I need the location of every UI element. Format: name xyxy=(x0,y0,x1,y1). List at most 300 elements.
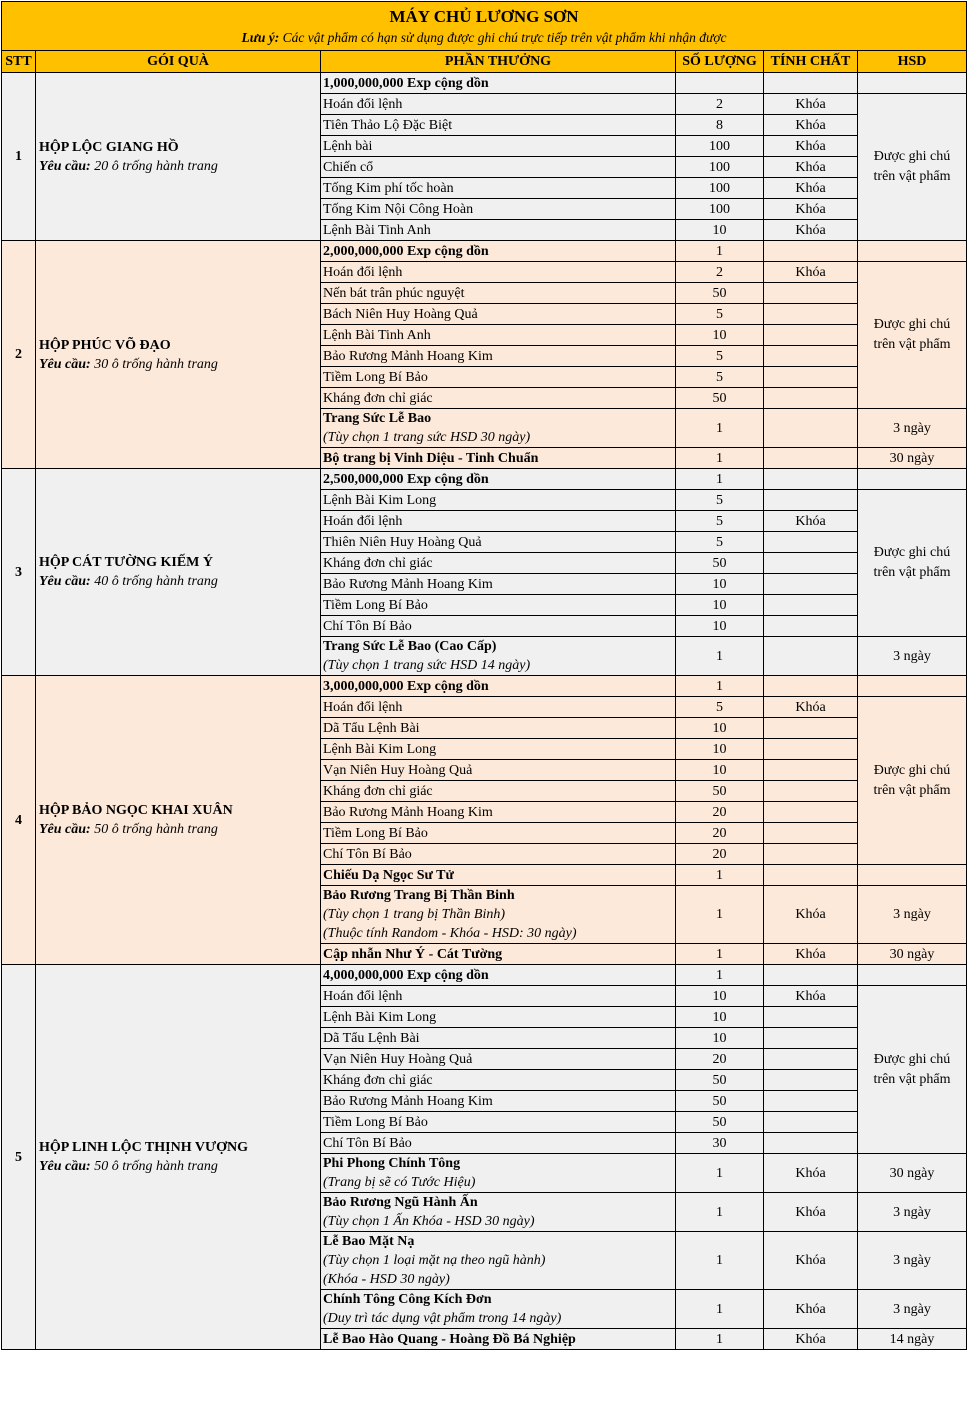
header-stt: STT xyxy=(2,51,36,73)
requirement-label: Yêu cầu: xyxy=(39,822,91,837)
reward-quantity: 100 xyxy=(676,178,764,199)
reward-property: Khóa xyxy=(764,1290,858,1329)
reward-property: Khóa xyxy=(764,1329,858,1350)
reward-expiry: 14 ngày xyxy=(858,1329,967,1350)
reward-property: Khóa xyxy=(764,199,858,220)
reward-quantity: 10 xyxy=(676,325,764,346)
reward-quantity: 2 xyxy=(676,262,764,283)
package-cell xyxy=(36,469,321,676)
reward-quantity: 5 xyxy=(676,697,764,718)
package-stt: 1 xyxy=(2,73,36,241)
reward-name: Lệnh Bài Tinh Anh xyxy=(323,222,431,238)
title-block xyxy=(2,2,967,51)
reward-property xyxy=(764,781,858,802)
reward-quantity: 1 xyxy=(676,448,764,469)
reward-item xyxy=(321,94,676,115)
reward-name: Nến bát trân phúc nguyệt xyxy=(323,285,465,301)
reward-property xyxy=(764,965,858,986)
reward-property xyxy=(764,865,858,886)
reward-item xyxy=(321,718,676,739)
reward-quantity: 8 xyxy=(676,115,764,136)
reward-expiry: 30 ngày xyxy=(858,944,967,965)
page-title: MÁY CHỦ LƯƠNG SƠN xyxy=(389,7,579,26)
subtitle-text: Các vật phẩm có hạn sử dụng được ghi chú trực tiếp trên vật phẩm khi nhận được xyxy=(282,30,727,45)
reward-note: (Tùy chọn 1 trang bị Thần Binh) xyxy=(323,907,505,922)
reward-name: Dã Tẩu Lệnh Bài xyxy=(323,1030,420,1046)
reward-expiry: 3 ngày xyxy=(858,886,967,944)
reward-quantity: 10 xyxy=(676,760,764,781)
header-row xyxy=(2,51,967,73)
package-stt: 3 xyxy=(2,469,36,676)
reward-quantity: 50 xyxy=(676,1112,764,1133)
reward-name: Chiếu Dạ Ngọc Sư Tử xyxy=(323,867,454,883)
reward-note: (Thuộc tính Random - Khóa - HSD: 30 ngày) xyxy=(323,926,577,941)
reward-quantity: 100 xyxy=(676,199,764,220)
expiry-note-line: trên vật phẩm xyxy=(873,337,951,352)
reward-name: Bảo Rương Mảnh Hoang Kim xyxy=(323,804,493,820)
reward-item xyxy=(321,532,676,553)
reward-name: Lệnh Bài Kim Long xyxy=(323,741,437,757)
reward-quantity: 100 xyxy=(676,157,764,178)
reward-item xyxy=(321,346,676,367)
reward-item xyxy=(321,1329,676,1350)
reward-name: Trang Sức Lễ Bao (Cao Cấp) xyxy=(323,639,497,654)
reward-property xyxy=(764,304,858,325)
reward-name: Trang Sức Lễ Bao xyxy=(323,411,432,426)
reward-item xyxy=(321,199,676,220)
reward-item xyxy=(321,388,676,409)
reward-name: Tiềm Long Bí Bảo xyxy=(323,597,428,613)
reward-name: Tiềm Long Bí Bảo xyxy=(323,369,428,385)
reward-name: 1,000,000,000 Exp cộng dồn xyxy=(323,75,489,91)
reward-name: Lệnh Bài Kim Long xyxy=(323,492,437,508)
reward-note: (Tùy chọn 1 trang sức HSD 30 ngày) xyxy=(323,430,531,445)
header-phan-thuong: PHẦN THƯỞNG xyxy=(321,51,676,73)
table-row xyxy=(2,241,967,262)
reward-quantity: 10 xyxy=(676,718,764,739)
reward-property: Khóa xyxy=(764,115,858,136)
reward-property xyxy=(764,532,858,553)
reward-name: Bộ trang bị Vinh Diệu - Tinh Chuẩn xyxy=(323,450,539,466)
reward-name: Bảo Rương Mảnh Hoang Kim xyxy=(323,576,493,592)
reward-name: Hoán đổi lệnh xyxy=(323,699,403,715)
expiry-note-line: trên vật phẩm xyxy=(873,565,951,580)
reward-quantity: 10 xyxy=(676,574,764,595)
reward-item xyxy=(321,304,676,325)
reward-quantity: 1 xyxy=(676,944,764,965)
reward-expiry: 30 ngày xyxy=(858,1154,967,1193)
reward-item xyxy=(321,1193,676,1232)
reward-name: Hoán đổi lệnh xyxy=(323,96,403,112)
reward-expiry-note xyxy=(858,94,967,241)
reward-expiry xyxy=(858,241,967,262)
reward-quantity: 1 xyxy=(676,965,764,986)
reward-property xyxy=(764,409,858,448)
reward-property xyxy=(764,1133,858,1154)
reward-quantity: 5 xyxy=(676,367,764,388)
reward-quantity: 10 xyxy=(676,616,764,637)
reward-quantity: 1 xyxy=(676,1232,764,1290)
reward-item xyxy=(321,574,676,595)
reward-property: Khóa xyxy=(764,136,858,157)
reward-property: Khóa xyxy=(764,1154,858,1193)
reward-quantity: 50 xyxy=(676,1091,764,1112)
reward-property xyxy=(764,637,858,676)
reward-item xyxy=(321,1070,676,1091)
reward-property: Khóa xyxy=(764,220,858,241)
reward-item xyxy=(321,115,676,136)
reward-name: Thiên Niên Huy Hoàng Quả xyxy=(323,534,482,550)
reward-property xyxy=(764,367,858,388)
package-cell xyxy=(36,241,321,469)
reward-item xyxy=(321,697,676,718)
reward-item xyxy=(321,283,676,304)
reward-name: Chí Tôn Bí Bảo xyxy=(323,846,412,862)
reward-name: Bảo Rương Trang Bị Thần Binh xyxy=(323,888,515,903)
reward-note: (Tùy chọn 1 trang sức HSD 14 ngày) xyxy=(323,658,531,673)
reward-property xyxy=(764,676,858,697)
reward-quantity: 1 xyxy=(676,1193,764,1232)
reward-name: Bảo Rương Mảnh Hoang Kim xyxy=(323,1093,493,1109)
expiry-note-line: Được ghi chú xyxy=(873,149,951,164)
expiry-note-line: trên vật phẩm xyxy=(873,1071,951,1087)
reward-property xyxy=(764,241,858,262)
package-stt: 4 xyxy=(2,676,36,965)
reward-quantity: 1 xyxy=(676,469,764,490)
reward-name: Vạn Niên Huy Hoàng Quả xyxy=(323,762,473,778)
requirement-text: 40 ô trống hành trang xyxy=(94,574,218,589)
reward-expiry xyxy=(858,676,967,697)
reward-expiry: 3 ngày xyxy=(858,1193,967,1232)
reward-item xyxy=(321,469,676,490)
reward-item xyxy=(321,553,676,574)
reward-expiry-note xyxy=(858,490,967,637)
reward-name: Lệnh Bài Kim Long xyxy=(323,1009,437,1025)
reward-item xyxy=(321,595,676,616)
reward-item xyxy=(321,325,676,346)
reward-property: Khóa xyxy=(764,697,858,718)
reward-name: 2,000,000,000 Exp cộng dồn xyxy=(323,243,489,259)
table-row xyxy=(2,965,967,986)
package-name: HỘP PHÚC VÕ ĐẠO xyxy=(39,337,171,353)
reward-name: Vạn Niên Huy Hoàng Quả xyxy=(323,1051,473,1067)
reward-expiry xyxy=(858,865,967,886)
reward-name: Cập nhẫn Như Ý - Cát Tường xyxy=(323,946,503,962)
reward-quantity: 10 xyxy=(676,220,764,241)
reward-name: Kháng đơn chỉ giác xyxy=(323,555,433,571)
reward-item xyxy=(321,1028,676,1049)
reward-property xyxy=(764,718,858,739)
reward-property xyxy=(764,844,858,865)
reward-property xyxy=(764,283,858,304)
reward-name: Kháng đơn chỉ giác xyxy=(323,390,433,406)
reward-expiry: 3 ngày xyxy=(858,637,967,676)
reward-item xyxy=(321,965,676,986)
package-requirement xyxy=(39,1157,318,1176)
reward-item xyxy=(321,511,676,532)
reward-item xyxy=(321,1154,676,1193)
header-tinh-chat: TÍNH CHẤT xyxy=(764,51,858,73)
reward-quantity: 50 xyxy=(676,781,764,802)
package-requirement xyxy=(39,157,318,176)
reward-name: Tiên Thảo Lộ Đặc Biệt xyxy=(323,117,453,133)
reward-property: Khóa xyxy=(764,886,858,944)
reward-property: Khóa xyxy=(764,1232,858,1290)
reward-item xyxy=(321,1007,676,1028)
table-body xyxy=(2,73,967,1350)
reward-expiry: 30 ngày xyxy=(858,448,967,469)
reward-property xyxy=(764,346,858,367)
package-name: HỘP LINH LỘC THỊNH VƯỢNG xyxy=(39,1140,248,1155)
reward-item xyxy=(321,73,676,94)
reward-quantity: 30 xyxy=(676,1133,764,1154)
reward-property xyxy=(764,1007,858,1028)
reward-item xyxy=(321,637,676,676)
reward-property xyxy=(764,802,858,823)
reward-expiry xyxy=(858,469,967,490)
expiry-note-line: Được ghi chú xyxy=(873,1051,951,1067)
reward-property xyxy=(764,739,858,760)
reward-note: (Tùy chọn 1 loại mặt nạ theo ngũ hành) xyxy=(323,1253,546,1268)
reward-quantity: 50 xyxy=(676,553,764,574)
reward-item xyxy=(321,178,676,199)
reward-quantity: 10 xyxy=(676,1028,764,1049)
reward-name: Dã Tẩu Lệnh Bài xyxy=(323,720,420,736)
reward-property: Khóa xyxy=(764,157,858,178)
expiry-note-line: Được ghi chú xyxy=(873,317,951,332)
reward-item xyxy=(321,157,676,178)
expiry-note-line: Được ghi chú xyxy=(873,545,951,560)
reward-property xyxy=(764,469,858,490)
package-cell xyxy=(36,965,321,1350)
requirement-text: 50 ô trống hành trang xyxy=(94,822,218,837)
reward-expiry: 3 ngày xyxy=(858,1232,967,1290)
reward-expiry: 3 ngày xyxy=(858,409,967,448)
reward-item xyxy=(321,865,676,886)
reward-property xyxy=(764,73,858,94)
reward-quantity: 5 xyxy=(676,490,764,511)
reward-item xyxy=(321,886,676,944)
reward-item xyxy=(321,844,676,865)
reward-quantity: 5 xyxy=(676,346,764,367)
reward-quantity: 20 xyxy=(676,1049,764,1070)
reward-item xyxy=(321,136,676,157)
reward-name: 4,000,000,000 Exp cộng dồn xyxy=(323,967,489,983)
reward-name: Hoán đổi lệnh xyxy=(323,264,403,280)
table-row xyxy=(2,73,967,94)
reward-quantity: 50 xyxy=(676,388,764,409)
page-subtitle xyxy=(2,29,966,47)
reward-quantity: 5 xyxy=(676,532,764,553)
reward-expiry xyxy=(858,73,967,94)
reward-item xyxy=(321,1232,676,1290)
reward-expiry: 3 ngày xyxy=(858,1290,967,1329)
reward-property xyxy=(764,1070,858,1091)
reward-property: Khóa xyxy=(764,178,858,199)
reward-item xyxy=(321,944,676,965)
reward-expiry xyxy=(858,965,967,986)
reward-quantity: 2 xyxy=(676,94,764,115)
reward-name: Bách Niên Huy Hoàng Quả xyxy=(323,306,478,322)
reward-quantity: 20 xyxy=(676,823,764,844)
reward-quantity: 1 xyxy=(676,1329,764,1350)
reward-item xyxy=(321,986,676,1007)
reward-note: (Trang bị sẽ có Tước Hiệu) xyxy=(323,1175,476,1190)
reward-table xyxy=(1,1,967,1350)
reward-property xyxy=(764,1028,858,1049)
reward-expiry-note xyxy=(858,697,967,865)
reward-item xyxy=(321,1112,676,1133)
reward-quantity: 1 xyxy=(676,409,764,448)
reward-name: Phi Phong Chính Tông xyxy=(323,1156,461,1171)
reward-name: Chí Tôn Bí Bảo xyxy=(323,1135,412,1151)
reward-quantity: 1 xyxy=(676,676,764,697)
reward-item xyxy=(321,1049,676,1070)
reward-property: Khóa xyxy=(764,262,858,283)
reward-property xyxy=(764,490,858,511)
reward-quantity: 10 xyxy=(676,739,764,760)
reward-name: Bảo Rương Mảnh Hoang Kim xyxy=(323,348,493,364)
reward-property xyxy=(764,1049,858,1070)
expiry-note-line: trên vật phẩm xyxy=(873,169,951,184)
reward-item xyxy=(321,1133,676,1154)
requirement-text: 50 ô trống hành trang xyxy=(94,1159,218,1174)
reward-name: Chiến cổ xyxy=(323,159,374,175)
reward-item xyxy=(321,262,676,283)
reward-name: Lễ Bao Mặt Nạ xyxy=(323,1234,415,1249)
reward-property xyxy=(764,388,858,409)
reward-item xyxy=(321,676,676,697)
reward-property xyxy=(764,325,858,346)
package-requirement xyxy=(39,820,318,839)
reward-quantity xyxy=(676,73,764,94)
reward-item xyxy=(321,448,676,469)
reward-quantity: 1 xyxy=(676,1154,764,1193)
requirement-label: Yêu cầu: xyxy=(39,158,91,174)
reward-quantity: 1 xyxy=(676,865,764,886)
reward-name: Lệnh Bài Tinh Anh xyxy=(323,327,431,343)
reward-property xyxy=(764,595,858,616)
reward-quantity: 5 xyxy=(676,511,764,532)
reward-property xyxy=(764,1112,858,1133)
reward-item xyxy=(321,802,676,823)
reward-name: Tiềm Long Bí Bảo xyxy=(323,1114,428,1130)
reward-name: Lễ Bao Hào Quang - Hoàng Đồ Bá Nghiệp xyxy=(323,1331,576,1347)
reward-item xyxy=(321,409,676,448)
requirement-label: Yêu cầu: xyxy=(39,574,91,589)
subtitle-label: Lưu ý: xyxy=(241,30,280,45)
package-stt: 2 xyxy=(2,241,36,469)
reward-name: Hoán đổi lệnh xyxy=(323,513,403,529)
reward-property xyxy=(764,616,858,637)
reward-name: Lệnh bài xyxy=(323,138,373,154)
requirement-text: 20 ô trống hành trang xyxy=(94,158,218,174)
reward-name: Tống Kim phí tốc hoàn xyxy=(323,180,454,196)
package-requirement xyxy=(39,572,318,591)
reward-property xyxy=(764,553,858,574)
reward-item xyxy=(321,1290,676,1329)
package-cell xyxy=(36,73,321,241)
reward-item xyxy=(321,616,676,637)
reward-property xyxy=(764,448,858,469)
reward-expiry-note xyxy=(858,262,967,409)
reward-name: 3,000,000,000 Exp cộng dồn xyxy=(323,678,489,694)
reward-item xyxy=(321,823,676,844)
reward-expiry-note xyxy=(858,986,967,1154)
reward-name: Tiềm Long Bí Bảo xyxy=(323,825,428,841)
header-hsd: HSD xyxy=(858,51,967,73)
package-name: HỘP CÁT TƯỜNG KIẾM Ý xyxy=(39,555,213,570)
reward-quantity: 50 xyxy=(676,283,764,304)
reward-property xyxy=(764,1091,858,1112)
package-name: HỘP LỘC GIANG HỒ xyxy=(39,139,179,155)
reward-item xyxy=(321,367,676,388)
reward-property xyxy=(764,823,858,844)
reward-name: Chí Tôn Bí Bảo xyxy=(323,618,412,634)
reward-property: Khóa xyxy=(764,1193,858,1232)
reward-item xyxy=(321,781,676,802)
reward-name: 2,500,000,000 Exp cộng dồn xyxy=(323,471,489,487)
package-name: HỘP BẢO NGỌC KHAI XUÂN xyxy=(39,803,233,818)
reward-note: (Khóa - HSD 30 ngày) xyxy=(323,1272,450,1287)
reward-name: Chính Tông Công Kích Đơn xyxy=(323,1292,492,1307)
reward-item xyxy=(321,220,676,241)
reward-property: Khóa xyxy=(764,94,858,115)
requirement-label: Yêu cầu: xyxy=(39,356,91,372)
reward-quantity: 100 xyxy=(676,136,764,157)
expiry-note-line: trên vật phẩm xyxy=(873,782,951,798)
reward-quantity: 50 xyxy=(676,1070,764,1091)
requirement-text: 30 ô trống hành trang xyxy=(94,356,218,372)
reward-item xyxy=(321,1091,676,1112)
reward-property xyxy=(764,574,858,595)
table-row xyxy=(2,676,967,697)
expiry-note-line: Được ghi chú xyxy=(873,762,951,778)
table-row xyxy=(2,469,967,490)
reward-quantity: 1 xyxy=(676,886,764,944)
reward-quantity: 10 xyxy=(676,595,764,616)
reward-name: Bảo Rương Ngũ Hành Ấn xyxy=(323,1195,478,1210)
reward-quantity: 1 xyxy=(676,1290,764,1329)
reward-quantity: 1 xyxy=(676,241,764,262)
reward-name: Kháng đơn chỉ giác xyxy=(323,1072,433,1088)
reward-item xyxy=(321,760,676,781)
reward-quantity: 20 xyxy=(676,802,764,823)
reward-quantity: 5 xyxy=(676,304,764,325)
package-cell xyxy=(36,676,321,965)
reward-quantity: 10 xyxy=(676,1007,764,1028)
reward-property: Khóa xyxy=(764,511,858,532)
header-goi-qua: GÓI QUÀ xyxy=(36,51,321,73)
reward-note: (Tùy chọn 1 Ấn Khóa - HSD 30 ngày) xyxy=(323,1214,535,1229)
requirement-label: Yêu cầu: xyxy=(39,1159,91,1174)
reward-property: Khóa xyxy=(764,986,858,1007)
reward-note: (Duy trì tác dụng vật phẩm trong 14 ngày) xyxy=(323,1311,562,1326)
reward-quantity: 10 xyxy=(676,986,764,1007)
reward-name: Hoán đổi lệnh xyxy=(323,988,403,1004)
reward-name: Kháng đơn chỉ giác xyxy=(323,783,433,799)
reward-item xyxy=(321,739,676,760)
reward-property: Khóa xyxy=(764,944,858,965)
reward-item xyxy=(321,490,676,511)
reward-property xyxy=(764,760,858,781)
reward-quantity: 20 xyxy=(676,844,764,865)
header-so-luong: SỐ LƯỢNG xyxy=(676,51,764,73)
package-stt: 5 xyxy=(2,965,36,1350)
package-requirement xyxy=(39,355,318,374)
reward-quantity: 1 xyxy=(676,637,764,676)
reward-item xyxy=(321,241,676,262)
